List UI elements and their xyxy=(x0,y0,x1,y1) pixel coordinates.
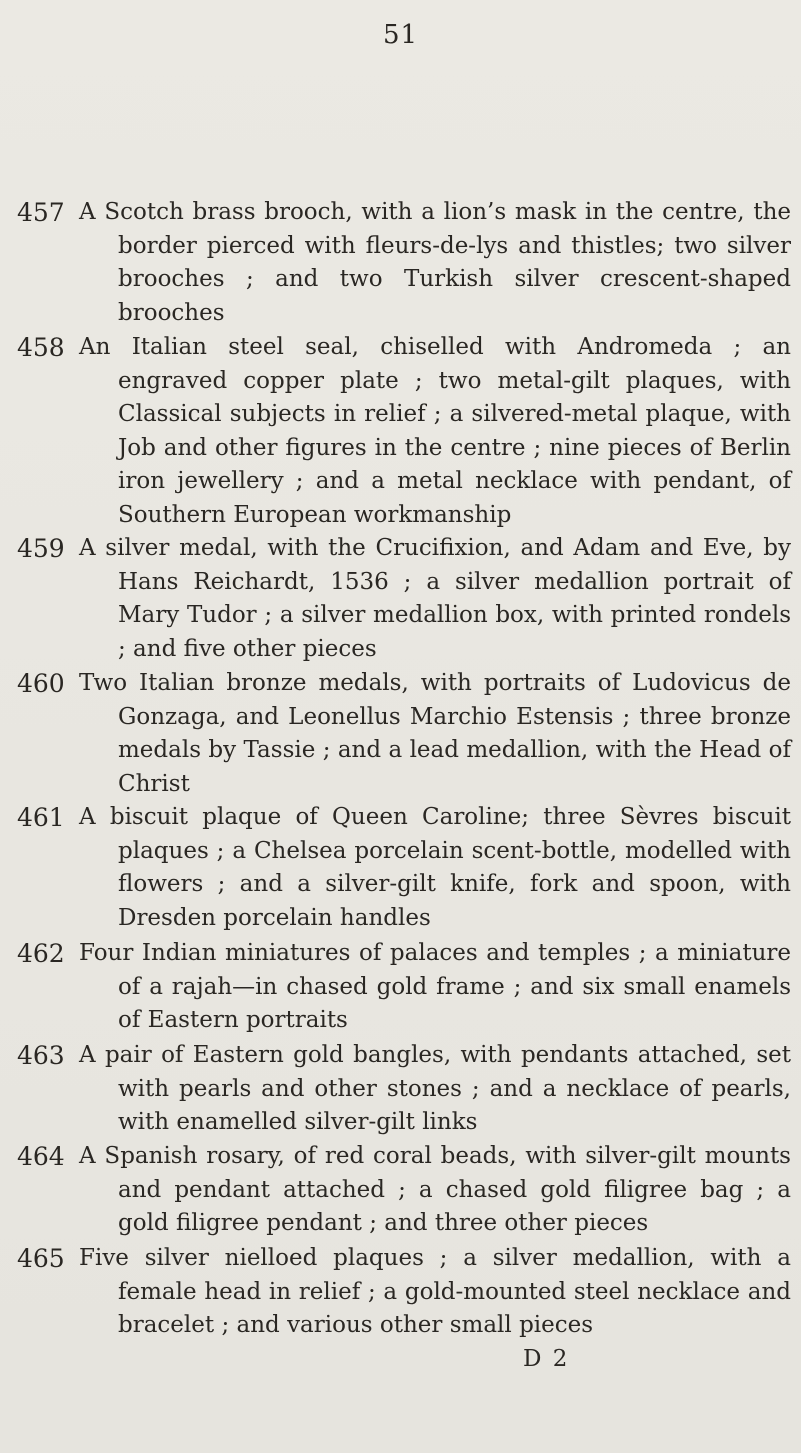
lot-number: 464 xyxy=(17,1142,65,1171)
lot-description xyxy=(79,667,791,801)
lot-description xyxy=(79,937,791,1038)
lot-description-text: A biscuit plaque of Queen Caroline; three Sèvres biscuit plaques ; a Chelsea porcelain scent-bottle, modelled with flowers ; and a silver-gilt knife, fork and spoon, with Dresden porcelain handles xyxy=(79,804,791,931)
lot-number: 465 xyxy=(17,1244,65,1273)
lot-description-text: Five silver nielloed plaques ; a silver medallion, with a female head in relief ; a gold-mounted steel necklace and bracelet ; and various other small pieces xyxy=(79,1245,791,1338)
lot-description xyxy=(79,331,791,532)
lot-description-text: A silver medal, with the Crucifixion, and Adam and Eve, by Hans Reichardt, 1536 ; a silver medallion portrait of Mary Tudor ; a silver medallion box, with printed rondels ; and five other pieces xyxy=(79,535,791,662)
lot-description xyxy=(79,1140,791,1241)
lot-number: 459 xyxy=(17,534,65,563)
lot-description-text: Four Indian miniatures of palaces and temples ; a miniature of a rajah—in chased gold frame ; and six small enamels of Eastern portraits xyxy=(79,940,791,1033)
lot-description-text: An Italian steel seal, chiselled with Andromeda ; an engraved copper plate ; two metal-gilt plaques, with Classical subjects in relief ; a silvered-metal plaque, with Job and other figures in the centre ; nine pieces of Berlin iron jewellery ; and a metal necklace with pendant, of Southern European workmanship xyxy=(79,334,791,528)
lot-description xyxy=(79,801,791,935)
lot-number: 461 xyxy=(17,803,65,832)
lot-description-text: A pair of Eastern gold bangles, with pendants attached, set with pearls and other stones ; and a necklace of pearls, with enamelled silver-gilt links xyxy=(79,1042,791,1135)
lot-number: 457 xyxy=(17,198,65,227)
signature-mark: D 2 xyxy=(523,1346,570,1372)
lot-description-text: Two Italian bronze medals, with portraits of Ludovicus de Gonzaga, and Leonellus Marchio Estensis ; three bronze medals by Tassie ; and a lead medallion, with the Head of Christ xyxy=(79,670,791,797)
page-number: 51 xyxy=(382,20,419,50)
lot-number: 463 xyxy=(17,1041,65,1070)
lot-description xyxy=(79,1039,791,1140)
lot-description-text: A Spanish rosary, of red coral beads, with silver-gilt mounts and pendant attached ; a chased gold filigree bag ; a gold filigree pendant ; and three other pieces xyxy=(79,1143,791,1236)
lot-description-text: A Scotch brass brooch, with a lion’s mask in the centre, the border pierced with fleurs-de-lys and thistles; two silver brooches ; and two Turkish silver crescent-shaped brooches xyxy=(79,199,791,326)
lot-number: 462 xyxy=(17,939,65,968)
lot-description xyxy=(79,196,791,330)
lot-number: 458 xyxy=(17,333,65,362)
lot-description xyxy=(79,532,791,666)
lot-number: 460 xyxy=(17,669,65,698)
lot-description xyxy=(79,1242,791,1343)
